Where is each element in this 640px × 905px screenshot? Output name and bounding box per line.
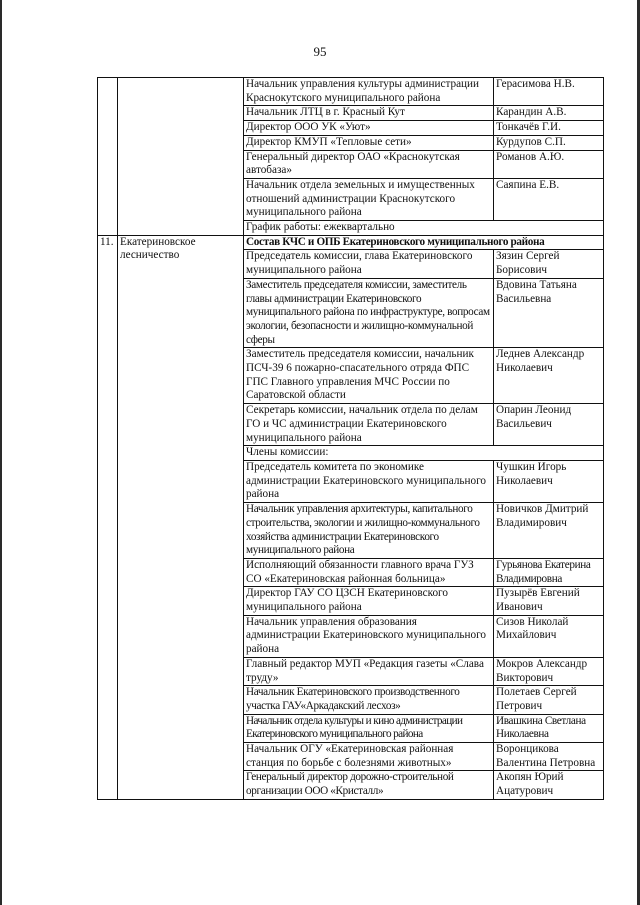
prior-place-cell	[118, 78, 244, 236]
position-cell: Начальник ЛТЦ в г. Красный Кут	[244, 106, 494, 121]
position-cell: Заместитель председателя комиссии, начальник ПСЧ-39 6 пожарно-спасательного отряда ФПС ГПС Главного управления МЧС России по Саратовской области	[244, 348, 494, 404]
name-cell: Тонкачёв Г.И.	[494, 121, 604, 136]
page-number: 95	[313, 44, 327, 59]
position-cell: Директор КМУП «Тепловые сети»	[244, 135, 494, 150]
name-cell: Вдовина Татьяна Васильевна	[494, 278, 604, 348]
name-cell: Романов А.Ю.	[494, 150, 604, 178]
name-cell: Опарин Леонид Васильевич	[494, 404, 604, 446]
name-cell: Карандин А.В.	[494, 106, 604, 121]
position-cell: Исполняющий обязанности главного врача ГУЗ СО «Екатериновская районная больница»	[244, 558, 494, 586]
name-cell: Полетаев Сергей Петрович	[494, 686, 604, 714]
section-number: 11.	[98, 235, 118, 799]
prior-number-cell	[98, 78, 118, 236]
name-cell: Леднев Александр Николаевич	[494, 348, 604, 404]
position-cell: Председатель комитета по экономике администрации Екатериновского муниципального района	[244, 460, 494, 502]
members-label: Члены комиссии:	[244, 446, 604, 461]
name-cell: Сизов Николай Михайлович	[494, 615, 604, 657]
name-cell: Герасимова Н.В.	[494, 78, 604, 106]
position-cell: Генеральный директор ОАО «Краснокутская автобаза»	[244, 150, 494, 178]
table-row	[98, 78, 604, 106]
name-cell: Чушкин Игорь Николаевич	[494, 460, 604, 502]
position-cell: Начальник ОГУ «Екатериновская районная станция по борьбе с болезнями животных»	[244, 743, 494, 771]
position-cell: Начальник управления культуры администрации Краснокутского муниципального района	[244, 78, 494, 106]
position-cell: Генеральный директор дорожно-строительной организации ООО «Кристалл»	[244, 771, 494, 799]
position-cell: Директор ГАУ СО ЦЗСН Екатериновского муниципального района	[244, 587, 494, 615]
position-cell: Главный редактор МУП «Редакция газеты «Слава труду»	[244, 657, 494, 685]
name-cell: Ивашкина Светлана Николаевна	[494, 714, 604, 742]
name-cell: Саяпина Е.В.	[494, 178, 604, 220]
position-cell: Директор ООО УК «Уют»	[244, 121, 494, 136]
position-cell: Начальник отдела земельных и имущественных отношений администрации Краснокутского муниципального района	[244, 178, 494, 220]
position-cell: Председатель комиссии, глава Екатериновского муниципального района	[244, 250, 494, 278]
section-place: Екатериновское лесничество	[118, 235, 244, 799]
name-cell: Гурьянова Екатерина Владимировна	[494, 558, 604, 586]
position-cell: Секретарь комиссии, начальник отдела по делам ГО и ЧС администрации Екатериновского муниципального района	[244, 404, 494, 446]
position-cell: Начальник управления образования администрации Екатериновского муниципального района	[244, 615, 494, 657]
schedule-note: График работы: ежеквартально	[244, 221, 604, 236]
name-cell: Зязин Сергей Борисович	[494, 250, 604, 278]
table-row	[98, 235, 604, 250]
commission-table	[97, 77, 604, 800]
section-heading: Состав КЧС и ОПБ Екатериновского муниципального района	[244, 235, 604, 250]
name-cell: Новичков Дмитрий Владимирович	[494, 503, 604, 559]
name-cell: Курдупов С.П.	[494, 135, 604, 150]
position-cell: Начальник управления архитектуры, капитального строительства, экологии и жилищно-коммунального хозяйства администрации Екатериновского муниципального района	[244, 503, 494, 559]
position-cell: Заместитель председателя комиссии, заместитель главы администрации Екатериновского муниципального района по инфраструктуре, вопросам экологии, безопасности и жилищно-коммунальной сферы	[244, 278, 494, 348]
name-cell: Мокров Александр Викторович	[494, 657, 604, 685]
name-cell: Пузырёв Евгений Иванович	[494, 587, 604, 615]
position-cell: Начальник отдела культуры и кино администрации Екатериновского муниципального района	[244, 714, 494, 742]
position-cell: Начальник Екатериновского производственного участка ГАУ«Аркадакский лесхоз»	[244, 686, 494, 714]
name-cell: Воронцикова Валентина Петровна	[494, 743, 604, 771]
scan-edge-left	[0, 0, 2, 905]
name-cell: Акопян Юрий Ацатурович	[494, 771, 604, 799]
